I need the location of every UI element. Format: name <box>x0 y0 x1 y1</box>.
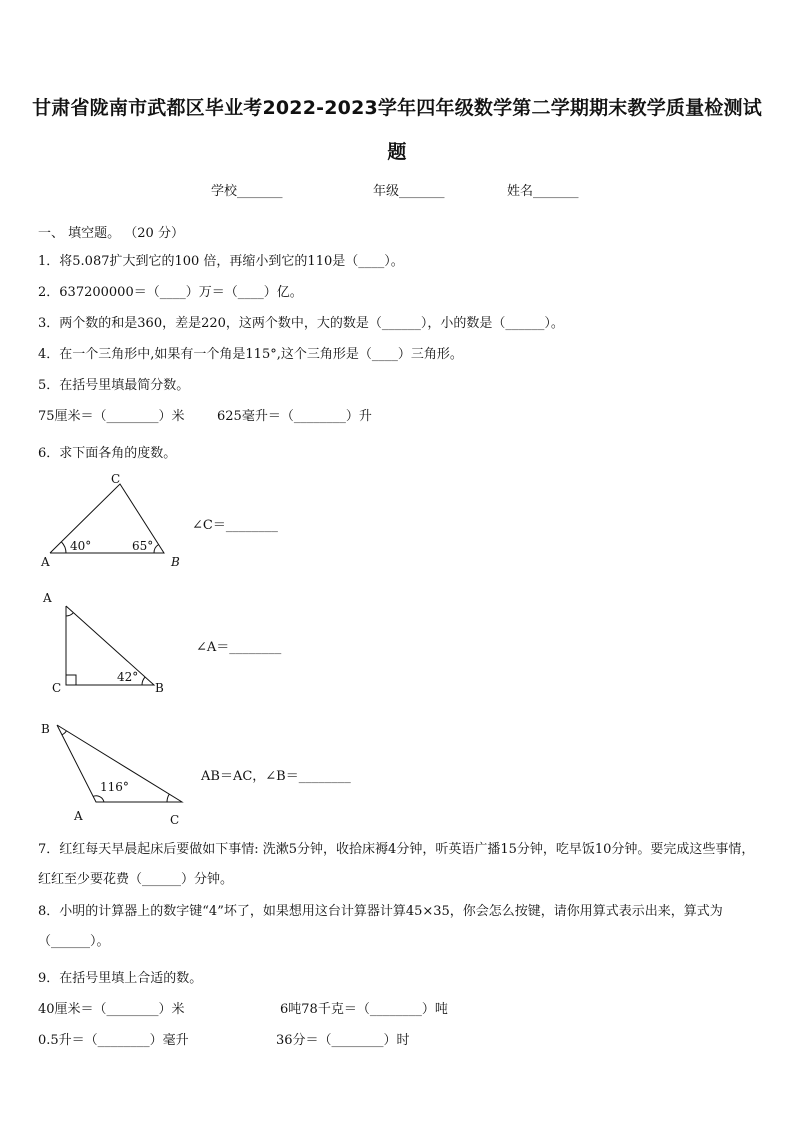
figure-2-prompt: ∠A＝________ <box>196 640 282 655</box>
question-9d: 36分＝（________）时 <box>276 1033 410 1048</box>
figure-1-prompt: ∠C＝________ <box>192 518 278 533</box>
triangle-1-label-b: B <box>171 555 180 569</box>
question-7: 7．红红每天早晨起床后要做如下事情: 洗漱5分钟，收拾床褥4分钟，听英语广播15分钟，吃早饭10分钟。要完成这些事情，红红至少要花费（______）分钟。 <box>38 842 755 887</box>
triangle-2-angle-a-arc <box>66 613 73 616</box>
name-field[interactable]: 姓名_______ <box>507 184 579 199</box>
question-1: 1．将5.087扩大到它的100 倍，再缩小到它的110是（____）。 <box>38 254 404 269</box>
triangle-1-angle-a: 40° <box>70 539 92 553</box>
question-5b: 625毫升＝（________）升 <box>217 409 372 424</box>
title-line-1: 甘肃省陇南市武都区毕业考2022-2023学年四年级数学第二学期期末教学质量检测试 <box>32 97 762 119</box>
triangle-2-angle-b: 42° <box>117 670 139 684</box>
triangle-2-label-b: B <box>155 681 164 695</box>
triangle-2-right-angle-mark <box>66 675 76 685</box>
triangle-2-angle-b-arc <box>142 677 145 685</box>
triangle-3-label-b: B <box>41 722 50 736</box>
question-9c: 0.5升＝（________）毫升 <box>38 1033 189 1048</box>
section-heading: 一、 填空题。 （20 分） <box>38 226 184 241</box>
triangle-1-angle-b: 65° <box>132 539 154 553</box>
triangle-1-angle-b-arc <box>154 545 159 554</box>
triangle-3-angle-c-arc <box>167 794 169 802</box>
question-8: 8．小明的计算器上的数字键“4”坏了，如果想用这台计算器计算45×35，你会怎么按键，请你用算式表示出来，算式为（______）。 <box>38 904 723 949</box>
grade-field[interactable]: 年级_______ <box>373 184 445 199</box>
triangle-3-label-c: C <box>170 813 180 827</box>
triangle-1-label-a: A <box>41 555 50 569</box>
question-5: 5．在括号里填最简分数。 <box>38 378 190 393</box>
triangle-3-angle-b-arc <box>62 731 67 735</box>
triangle-2-label-a: A <box>43 591 52 605</box>
triangle-figure-2 <box>36 586 176 698</box>
triangle-1-angle-a-arc <box>62 542 67 553</box>
triangle-figure-1 <box>36 470 186 570</box>
question-2: 2．637200000＝（____）万＝（____）亿。 <box>38 285 303 300</box>
triangle-figure-3 <box>36 716 196 828</box>
figure-3-prompt: AB＝AC，∠B＝________ <box>201 769 351 784</box>
triangle-2-edges <box>66 606 154 685</box>
school-field[interactable]: 学校_______ <box>211 184 283 199</box>
question-9a: 40厘米＝（________）米 <box>38 1002 185 1017</box>
triangle-1-label-c: C <box>111 472 121 486</box>
question-9b: 6吨78千克＝（________）吨 <box>280 1002 448 1017</box>
triangle-3-label-a: A <box>74 809 83 823</box>
question-4: 4．在一个三角形中,如果有一个角是115°,这个三角形是（____）三角形。 <box>38 347 463 362</box>
question-5a: 75厘米＝（________）米 <box>38 409 185 424</box>
title-line-2: 题 <box>387 141 407 163</box>
triangle-2-label-c: C <box>52 681 62 695</box>
question-6: 6．求下面各角的度数。 <box>38 446 177 461</box>
triangle-3-angle-a: 116° <box>100 780 129 794</box>
question-9: 9．在括号里填上合适的数。 <box>38 971 203 986</box>
page-title <box>30 86 764 174</box>
question-3: 3．两个数的和是360，差是220，这两个数中，大的数是（______），小的数是（______）。 <box>38 316 564 331</box>
